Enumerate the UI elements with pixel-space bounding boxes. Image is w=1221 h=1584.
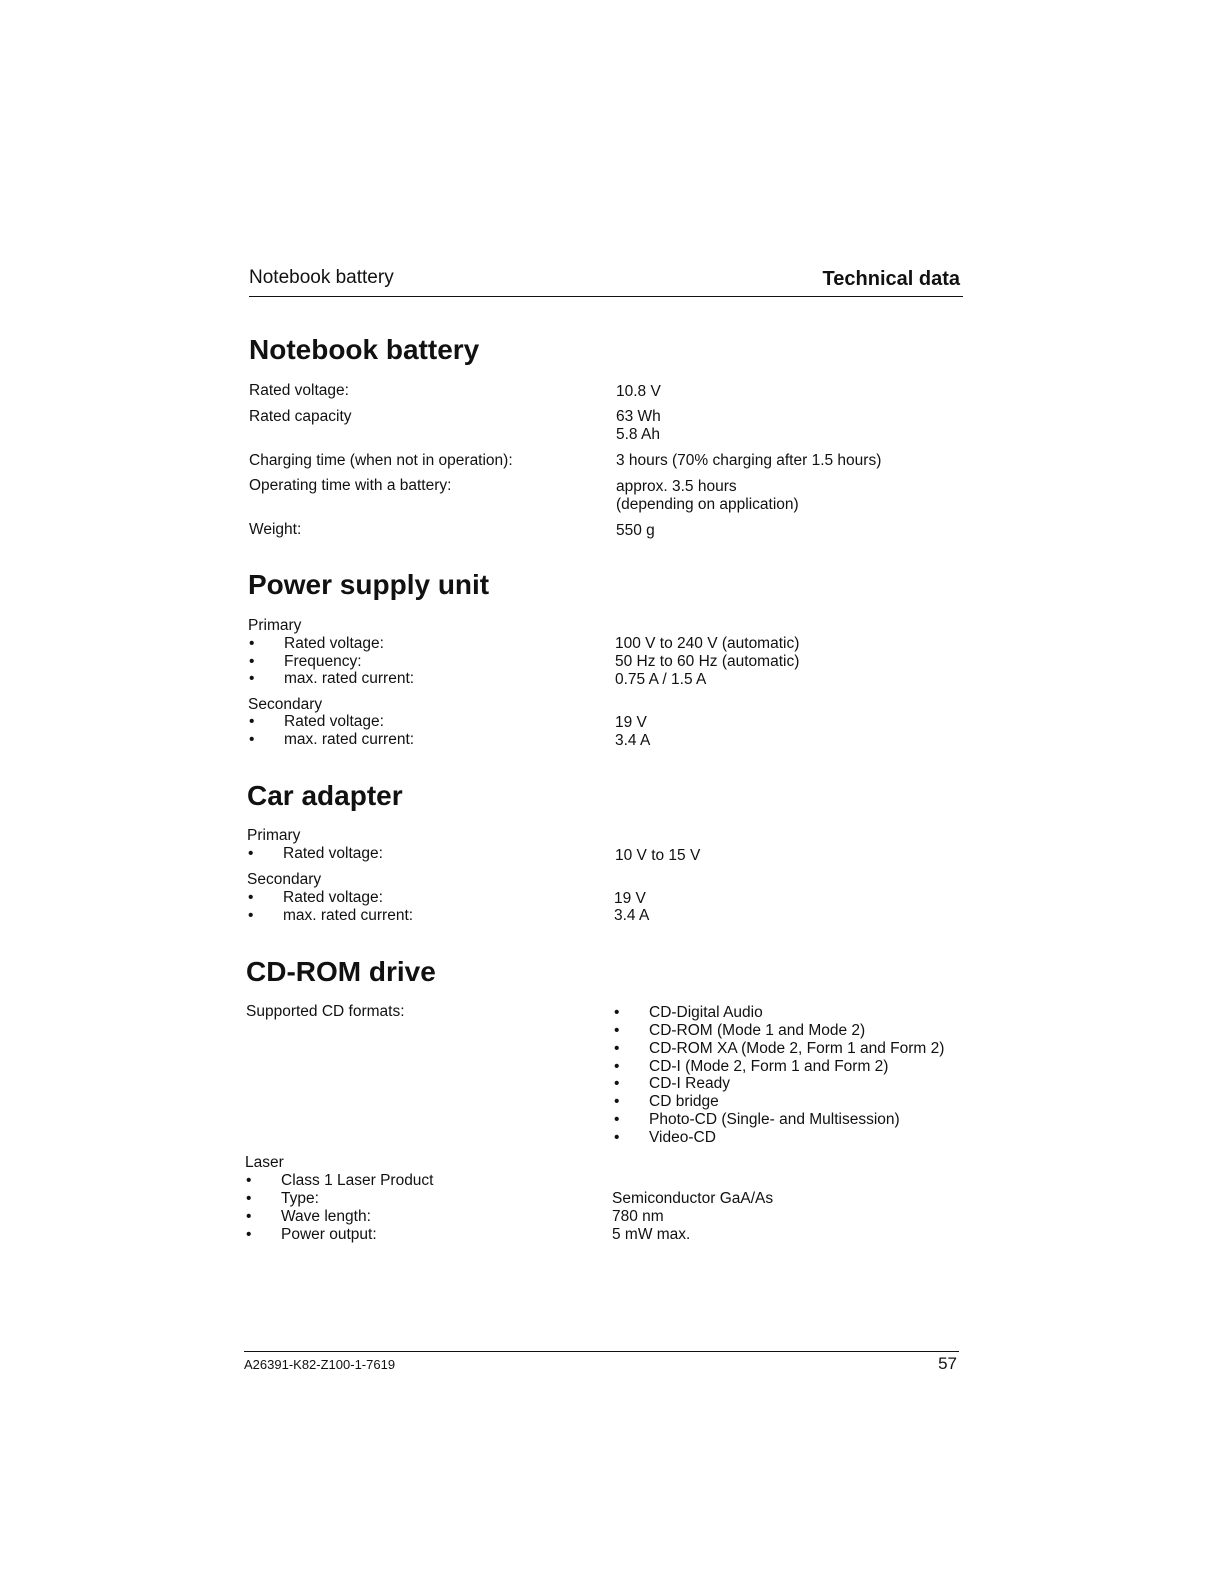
spec-label-supported-formats: Supported CD formats: [246,1003,405,1020]
bullet-dot: • [614,1058,620,1075]
bullet-dot: • [614,1022,620,1039]
spec-value: 10.8 V [616,383,661,400]
spec-label: Charging time (when not in operation): [249,452,513,469]
subheading-secondary: Secondary [248,696,323,713]
bullet-dot: • [614,1093,620,1110]
bullet-dot: • [249,713,255,730]
bullet-dot: • [246,1208,252,1225]
spec-value: 550 g [616,522,655,539]
spec-value: Semiconductor GaA/As [612,1190,774,1207]
subheading-laser: Laser [245,1154,284,1171]
spec-value: 63 Wh [616,408,661,425]
document-id: A26391-K82-Z100-1-7619 [244,1357,396,1372]
spec-value: (depending on application) [616,496,799,513]
spec-value: 100 V to 240 V (automatic) [615,635,800,652]
bullet-dot: • [614,1111,620,1128]
bullet-dot: • [248,907,254,924]
bullet-dot: • [246,1172,252,1189]
page-number: 57 [938,1354,957,1373]
section-title-cd-rom-drive: CD-ROM drive [246,956,436,987]
spec-value: 5 mW max. [612,1226,691,1243]
spec-label: Rated voltage: [249,382,349,399]
spec-value: 50 Hz to 60 Hz (automatic) [615,653,800,670]
footer-rule [244,1351,959,1352]
spec-value: 19 V [614,890,646,907]
bullet-dot: • [246,1190,252,1207]
subheading-secondary: Secondary [247,871,322,888]
bullet-dot: • [614,1004,620,1021]
section-title-notebook-battery: Notebook battery [249,334,480,365]
bullet-dot: • [614,1075,620,1092]
bullet-dot: • [249,670,255,687]
bullet-dot: • [249,635,255,652]
bullet-dot: • [248,845,254,862]
section-title-power-supply-unit: Power supply unit [248,569,490,600]
bullet-dot: • [614,1040,620,1057]
bullet-dot: • [614,1129,620,1146]
spec-label: Rated capacity [249,408,352,425]
bullet-dot: • [248,889,254,906]
bullet-dot: • [249,731,255,748]
spec-value: 10 V to 15 V [615,847,701,864]
spec-value: 3 hours (70% charging after 1.5 hours) [616,452,882,469]
spec-value: 19 V [615,714,647,731]
spec-value: 780 nm [612,1208,664,1225]
spec-value: 5.8 Ah [616,426,660,443]
subheading-primary: Primary [248,617,302,634]
bullet-dot: • [246,1226,252,1243]
spec-value: 0.75 A / 1.5 A [615,671,707,688]
subheading-primary: Primary [247,827,301,844]
header-rule [249,296,963,297]
running-header-right: Technical data [822,268,960,290]
spec-label: Operating time with a battery: [249,477,452,494]
section-title-car-adapter: Car adapter [247,780,403,811]
bullet-dot: • [249,653,255,670]
running-header-left: Notebook battery [249,267,394,288]
spec-value: approx. 3.5 hours [616,478,737,495]
spec-label: Weight: [249,521,302,538]
spec-value: 3.4 A [615,732,651,749]
spec-value: 3.4 A [614,907,650,924]
